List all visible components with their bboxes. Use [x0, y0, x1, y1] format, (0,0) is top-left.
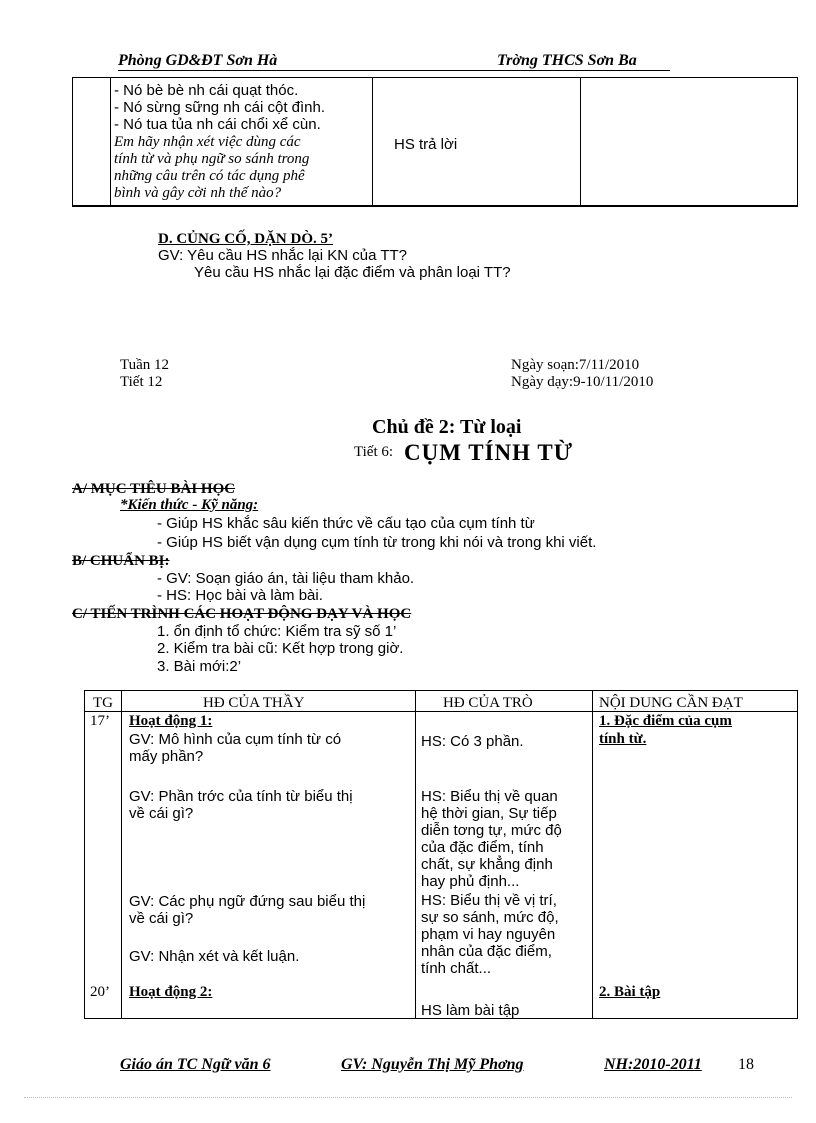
section-d-title: D. CỦNG CỐ, DẶN DÒ. 5’: [158, 231, 333, 247]
footer-course: Giáo án TC Ngữ văn 6: [120, 1056, 271, 1073]
header-school-name: Trờng THCS Sơn Ba: [497, 52, 637, 69]
student-a2-line-6: hay phủ định...: [421, 873, 520, 890]
top-table-line-3: - Nó tua tủa nh cái chổi xể cùn.: [114, 116, 321, 133]
student-a3-line-3: phạm vi hay nguyên: [421, 926, 556, 943]
section-c-title: C/ TIẾN TRÌNH CÁC HOẠT ĐỘNG DẠY VÀ HỌC: [72, 606, 412, 622]
section-b-item-2: - HS: Học bài và làm bài.: [157, 587, 323, 604]
lesson-title: CỤM TÍNH TỪ: [404, 440, 574, 465]
page-number: 18: [738, 1056, 754, 1073]
section-b-title: B/ CHUẨN BỊ:: [72, 553, 170, 569]
section-a-item-1: - Giúp HS khắc sâu kiến thức về cấu tạo của cụm tính từ: [157, 515, 535, 532]
week-number: Tuần 12: [120, 357, 170, 373]
section-a-subtitle: *Kiến thức - Kỹ năng:: [120, 497, 259, 513]
teacher-q3-line-1: GV: Các phụ ngữ đứng sau biểu thị: [129, 893, 366, 910]
activity-2-heading: Hoạt động 2:: [129, 984, 213, 1000]
student-a3-line-1: HS: Biểu thị về vị trí,: [421, 892, 557, 909]
student-a4: HS làm bài tập: [421, 1002, 520, 1019]
teacher-q4: GV: Nhận xét và kết luận.: [129, 948, 300, 965]
section-a-title: A/ MỤC TIÊU BÀI HỌC: [72, 481, 236, 497]
section-a-item-2: - Giúp HS biết vận dụng cụm tính từ trong khi nói và trong khi viết.: [157, 534, 597, 551]
section-c-item-3: 3. Bài mới:2’: [157, 658, 242, 675]
student-a2-line-5: chất, sự khẳng định: [421, 856, 553, 873]
date-prepared: Ngày soạn:7/11/2010: [511, 357, 640, 373]
student-a3-line-5: tính chất...: [421, 960, 492, 977]
top-table-question-2: tính từ và phụ ngữ so sánh trong: [114, 151, 310, 167]
top-table-divider-2: [372, 78, 373, 205]
column-header-time: TG: [93, 695, 113, 711]
student-a1: HS: Có 3 phần.: [421, 733, 524, 750]
teacher-q2-line-1: GV: Phần trớc của tính từ biểu thị: [129, 788, 353, 805]
content-1-line-2: tính từ.: [599, 731, 647, 747]
top-table-divider-1: [110, 78, 111, 205]
top-table-question-1: Em hãy nhận xét việc dùng các: [114, 134, 301, 150]
activity-1-heading: Hoạt động 1:: [129, 713, 213, 729]
section-c-item-1: 1. ổn định tổ chức: Kiểm tra sỹ số 1’: [157, 623, 397, 640]
student-a2-line-4: của đặc điểm, tính: [421, 839, 544, 856]
top-table-line-1: - Nó bè bè nh cái quạt thóc.: [114, 82, 299, 99]
topic-title: Chủ đề 2: Từ loại: [372, 416, 522, 438]
top-table-question-3: những câu trên có tác dụng phê: [114, 168, 305, 184]
time-20: 20’: [90, 984, 110, 1000]
column-header-student: HĐ CỦA TRÒ: [443, 695, 533, 711]
page-bottom-rule: [24, 1097, 792, 1098]
student-a2-line-1: HS: Biểu thị về quan: [421, 788, 558, 805]
student-a3-line-4: nhân của đặc điểm,: [421, 943, 552, 960]
content-2-heading: 2. Bài tập: [599, 984, 661, 1000]
column-header-content: NỘI DUNG CẦN ĐẠT: [599, 695, 743, 711]
date-taught: Ngày dạy:9-10/11/2010: [511, 374, 654, 390]
content-1-line-1: 1. Đặc điểm của cụm: [599, 713, 732, 729]
lesson-table-divider-1: [121, 691, 122, 1018]
footer-school-year: NH:2010-2011: [604, 1056, 702, 1073]
column-header-teacher: HĐ CỦA THẦY: [203, 695, 305, 711]
teacher-q3-line-2: về cái gì?: [129, 910, 194, 927]
student-a3-line-2: sự so sánh, mức độ,: [421, 909, 559, 926]
lesson-table-divider-3: [592, 691, 593, 1018]
lesson-label: Tiết 6:: [354, 444, 394, 460]
header-rule: [118, 70, 670, 71]
section-c-item-2: 2. Kiểm tra bài cũ: Kết hợp trong giờ.: [157, 640, 404, 657]
section-d-line-2: Yêu cầu HS nhắc lại đặc điểm và phân loại TT?: [194, 264, 511, 281]
top-table-line-2: - Nó sừng sững nh cái cột đình.: [114, 99, 326, 116]
time-17: 17’: [90, 713, 110, 729]
teacher-q1-line-1: GV: Mô hình của cụm tính từ có: [129, 731, 342, 748]
top-table-question-4: bình và gây cời nh thế nào?: [114, 185, 282, 201]
lesson-number: Tiết 12: [120, 374, 163, 390]
section-d-line-1: GV: Yêu cầu HS nhắc lại KN của TT?: [158, 247, 408, 264]
top-table: [72, 77, 798, 207]
section-b-item-1: - GV: Soạn giáo án, tài liệu tham khảo.: [157, 570, 415, 587]
footer-teacher: GV: Nguyễn Thị Mỹ Phơng: [341, 1056, 524, 1073]
teacher-q1-line-2: mấy phần?: [129, 748, 204, 765]
top-table-answer: HS trả lời: [394, 136, 458, 153]
teacher-q2-line-2: về cái gì?: [129, 805, 194, 822]
lesson-table-divider-2: [415, 691, 416, 1018]
student-a2-line-3: diễn tơng tự, mức độ: [421, 822, 562, 839]
student-a2-line-2: hệ thời gian, Sự tiếp: [421, 805, 557, 822]
header-school-office: Phòng GD&ĐT Sơn Hà: [118, 52, 278, 69]
top-table-divider-3: [580, 78, 581, 205]
lesson-table: [84, 690, 798, 1019]
